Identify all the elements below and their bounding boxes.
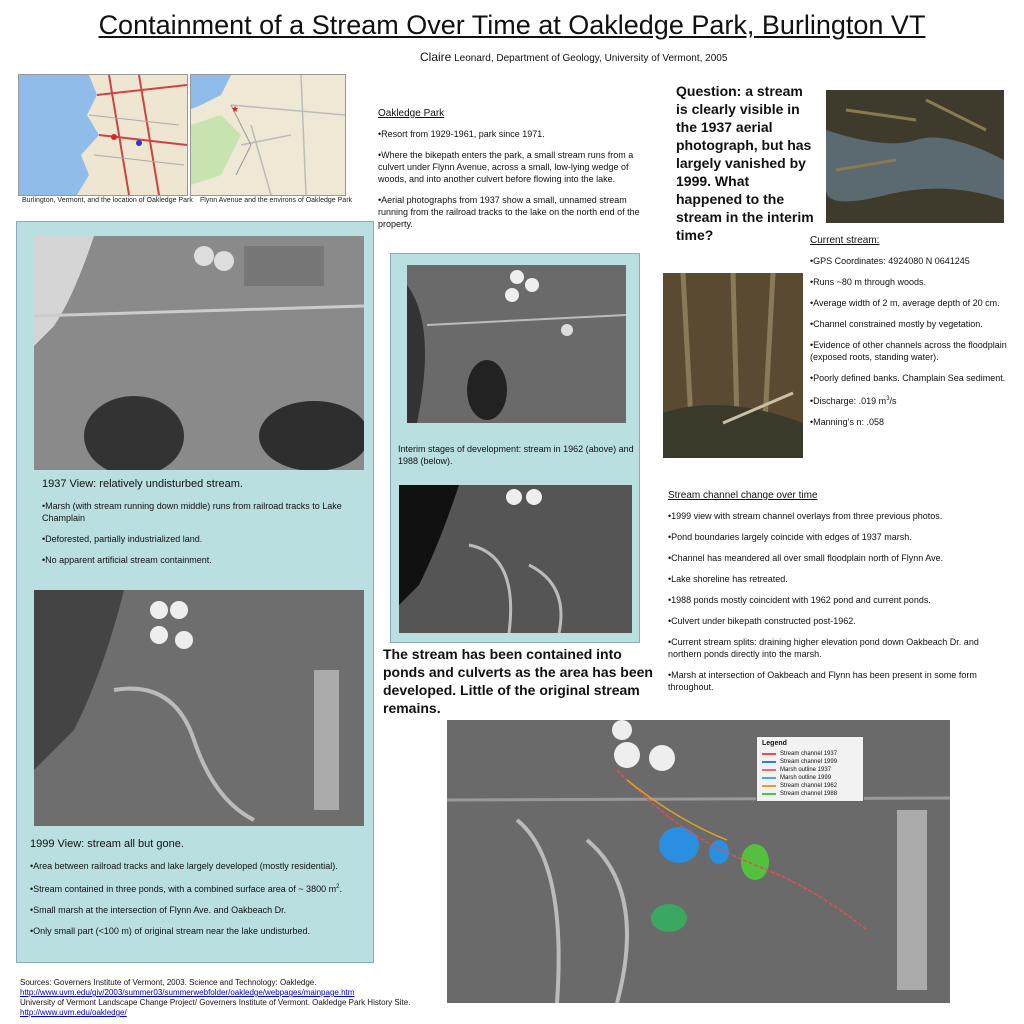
view-1999-bullet: •Only small part (<100 m) of original stream near the lake undisturbed. [30, 926, 311, 936]
interim-caption: Interim stages of development: stream in 1962 (above) and 1988 (below). [398, 444, 634, 466]
source-1-text: Sources: Governers Institute of Vermont, 2003. Science and Technology: Oakledge. [20, 978, 317, 987]
overlay-aerial-graphic [447, 720, 950, 1003]
legend-swatch [762, 761, 776, 763]
change-bullet: •Current stream splits: draining higher elevation pond down Oakbeach Dr. and northern ponds directly into the marsh. [668, 637, 979, 659]
view-1937-bullet: •Deforested, partially industrialized land. [42, 534, 203, 544]
woods-photo [663, 273, 803, 458]
oakledge-heading: Oakledge Park [378, 108, 445, 119]
legend-label: Marsh outline 1999 [780, 775, 832, 781]
byline [420, 50, 727, 64]
change-bullet: •Lake shoreline has retreated. [668, 574, 788, 584]
area-text-end: . [339, 884, 342, 894]
poster-title: Containment of a Stream Over Time at Oakledge Park, Burlington VT [98, 10, 926, 40]
aerial-1988-graphic [399, 485, 632, 633]
legend-item [762, 750, 858, 758]
sources [20, 978, 410, 1018]
legend-swatch [762, 753, 776, 755]
contained-statement: The stream has been contained into ponds and culverts as the area has been developed. Little of the original stream remains. [383, 646, 653, 716]
author-first-name: Claire [420, 50, 452, 64]
change-bullet: •Marsh at intersection of Oakbeach and Flynn has been present in some form throughout. [668, 670, 977, 692]
legend-label: Marsh outline 1937 [780, 767, 832, 773]
aerial-photo-1999 [34, 590, 364, 826]
stream-photo-graphic [826, 90, 1004, 223]
map-flynn [190, 74, 346, 196]
channel-change-section [668, 490, 1010, 702]
legend-swatch [762, 777, 776, 779]
author-affiliation: Leonard, Department of Geology, University of Vermont, 2005 [454, 53, 728, 64]
legend-label: Stream channel 1937 [780, 751, 838, 757]
view-1937-heading: 1937 View: relatively undisturbed stream. [42, 478, 243, 490]
overlay-aerial-photo [447, 720, 950, 1003]
legend-swatch [762, 785, 776, 787]
legend-item [762, 758, 858, 766]
current-manning: •Manning’s n: .058 [810, 417, 885, 427]
legend-label: Stream channel 1988 [780, 791, 838, 797]
current-discharge [810, 393, 1010, 407]
stream-photo [826, 90, 1004, 223]
aerial-1962-graphic [407, 265, 626, 423]
legend-item [762, 782, 858, 790]
aerial-1999-graphic [34, 590, 364, 826]
discharge-text: •Discharge: .019 m [810, 396, 887, 406]
legend-label: Stream channel 1962 [780, 783, 838, 789]
view-1937-bullet: •Marsh (with stream running down middle) runs from railroad tracks to Lake Champlain [42, 501, 342, 523]
aerial-photo-1962 [407, 265, 626, 423]
oakledge-bullet: •Aerial photographs from 1937 show a small, unnamed stream running from the railroad tracks to the lake on the north end of the property. [378, 195, 640, 229]
svg-text:★: ★ [231, 105, 240, 115]
map-left-caption: Burlington, Vermont, and the location of Oakledge Park [22, 197, 193, 204]
discharge-exponent: 3 [886, 396, 890, 402]
view-1999-bullet [30, 881, 368, 895]
view-1999-bullet: •Area between railroad tracks and lake largely developed (mostly residential). [30, 861, 338, 871]
change-bullet: •Pond boundaries largely coincide with edges of 1937 marsh. [668, 532, 912, 542]
current-evidence: •Evidence of other channels across the floodplain (exposed roots, standing water). [810, 340, 1007, 362]
overlay-legend [756, 736, 864, 802]
current-stream-heading: Current stream: [810, 235, 880, 246]
change-bullet: •Culvert under bikepath constructed post-1962. [668, 616, 856, 626]
legend-swatch [762, 769, 776, 771]
current-width: •Average width of 2 m, average depth of 20 cm. [810, 298, 1000, 308]
oakledge-section [378, 108, 652, 239]
change-bullet: •1988 ponds mostly coincident with 1962 pond and current ponds. [668, 595, 931, 605]
legend-label: Stream channel 1999 [780, 759, 838, 765]
map-burlington-graphic [19, 75, 187, 195]
source-2-link[interactable]: http://www.uvm.edu/oakledge/ [20, 1008, 127, 1017]
current-banks: •Poorly defined banks. Champlain Sea sediment. [810, 373, 1006, 383]
legend-swatch [762, 793, 776, 795]
change-bullet: •Channel has meandered all over small floodplain north of Flynn Ave. [668, 553, 944, 563]
view-1999-heading: 1999 View: stream all but gone. [30, 838, 184, 850]
oakledge-bullet: •Resort from 1929-1961, park since 1971. [378, 129, 545, 139]
area-unit-exponent: 2 [336, 884, 340, 890]
aerial-photo-1937 [34, 236, 364, 470]
view-1937-text [42, 478, 360, 575]
current-stream-section [810, 235, 1010, 437]
aerial-photo-1988 [399, 485, 632, 633]
change-bullet: •1999 view with stream channel overlays from three previous photos. [668, 511, 943, 521]
research-question: Question: a stream is clearly visible in the 1937 aerial photograph, but has largely vanished by 1999. What happened to the stream in the interim time? [676, 83, 814, 243]
aerial-1937-graphic [34, 236, 364, 470]
legend-item [762, 790, 858, 798]
current-gps: •GPS Coordinates: 4924080 N 0641245 [810, 256, 970, 266]
source-1-link[interactable]: http://www.uvm.edu/giv/2003/summer03/summerwebfolder/oakledge/webpages/mainpage.htm [20, 988, 355, 997]
map-flynn-graphic [191, 75, 345, 195]
view-1937-bullet: •No apparent artificial stream containment. [42, 555, 212, 565]
legend-item [762, 774, 858, 782]
view-1999-text [30, 838, 368, 946]
woods-photo-graphic [663, 273, 803, 458]
current-channel: •Channel constrained mostly by vegetation. [810, 319, 983, 329]
discharge-unit: /s [889, 396, 897, 406]
oakledge-bullet: •Where the bikepath enters the park, a small stream runs from a culvert under Flynn Avenue, across a small, low-lying wedge of woods, and into another culvert before flowing into the lake. [378, 150, 634, 184]
area-text: •Stream contained in three ponds, with a combined surface area of ~ 3800 m [30, 884, 337, 894]
current-length: •Runs ~80 m through woods. [810, 277, 926, 287]
view-1999-bullet: •Small marsh at the intersection of Flynn Ave. and Oakbeach Dr. [30, 905, 287, 915]
channel-change-heading: Stream channel change over time [668, 490, 818, 501]
legend-title: Legend [762, 740, 787, 747]
map-right-caption: Flynn Avenue and the environs of Oakledge Park [200, 197, 353, 204]
legend-item [762, 766, 858, 774]
source-2-text: University of Vermont Landscape Change Project/ Governers Institute of Vermont. Oakledge Park History Site. [20, 998, 411, 1007]
map-burlington [18, 74, 188, 196]
